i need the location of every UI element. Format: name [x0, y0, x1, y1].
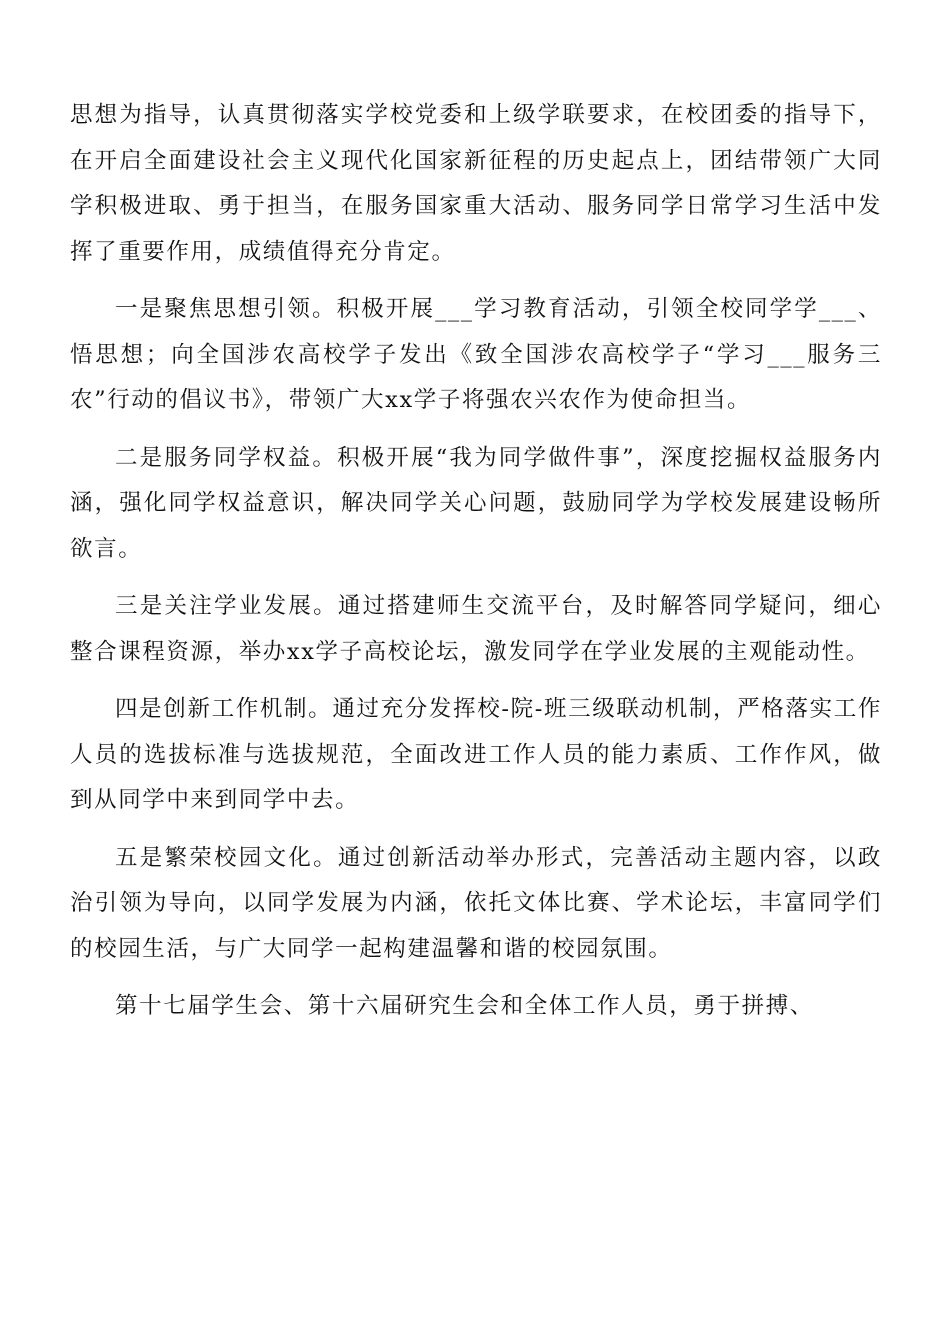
paragraph-campus-culture: 五是繁荣校园文化。通过创新活动举办形式，完善活动主题内容，以政治引领为导向，以同学发展为内涵，依托文体比赛、学术论坛，丰富同学们的校园生活，与广大同学一起构建温馨和谐的校园氛围。	[70, 844, 882, 962]
paragraph-academic-development: 三是关注学业发展。通过搭建师生交流平台，及时解答同学疑问，细心整合课程资源，举办xx学子高校论坛，激发同学在学业发展的主观能动性。	[70, 593, 882, 665]
document-body	[70, 93, 882, 1030]
paragraph-thought-guidance: 一是聚焦思想引领。积极开展___学习教育活动，引领全校同学学___、悟思想；向全国涉农高校学子发出《致全国涉农高校学子“学习___服务三农”行动的倡议书》，带领广大xx学子将强农兴农作为使命担当。	[70, 296, 882, 413]
paragraph-student-rights: 二是服务同学权益。积极开展“我为同学做件事”，深度挖掘权益服务内涵，强化同学权益意识，解决同学关心问题，鼓励同学为学校发展建设畅所欲言。	[70, 444, 882, 562]
paragraph-student-union-closing: 第十七届学生会、第十六届研究生会和全体工作人员，勇于拼搏、	[115, 993, 814, 1019]
paragraph-intro-continuation: 思想为指导，认真贯彻落实学校党委和上级学联要求，在校团委的指导下，在开启全面建设社会主义现代化国家新征程的历史起点上，团结带领广大同学积极进取、勇于担当，在服务国家重大活动、服务同学日常学习生活中发挥了重要作用，成绩值得充分肯定。	[70, 102, 882, 265]
paragraph-work-mechanism: 四是创新工作机制。通过充分发挥校-院-班三级联动机制，严格落实工作人员的选拔标准与选拔规范，全面改进工作人员的能力素质、工作作风，做到从同学中来到同学中去。	[70, 696, 882, 813]
